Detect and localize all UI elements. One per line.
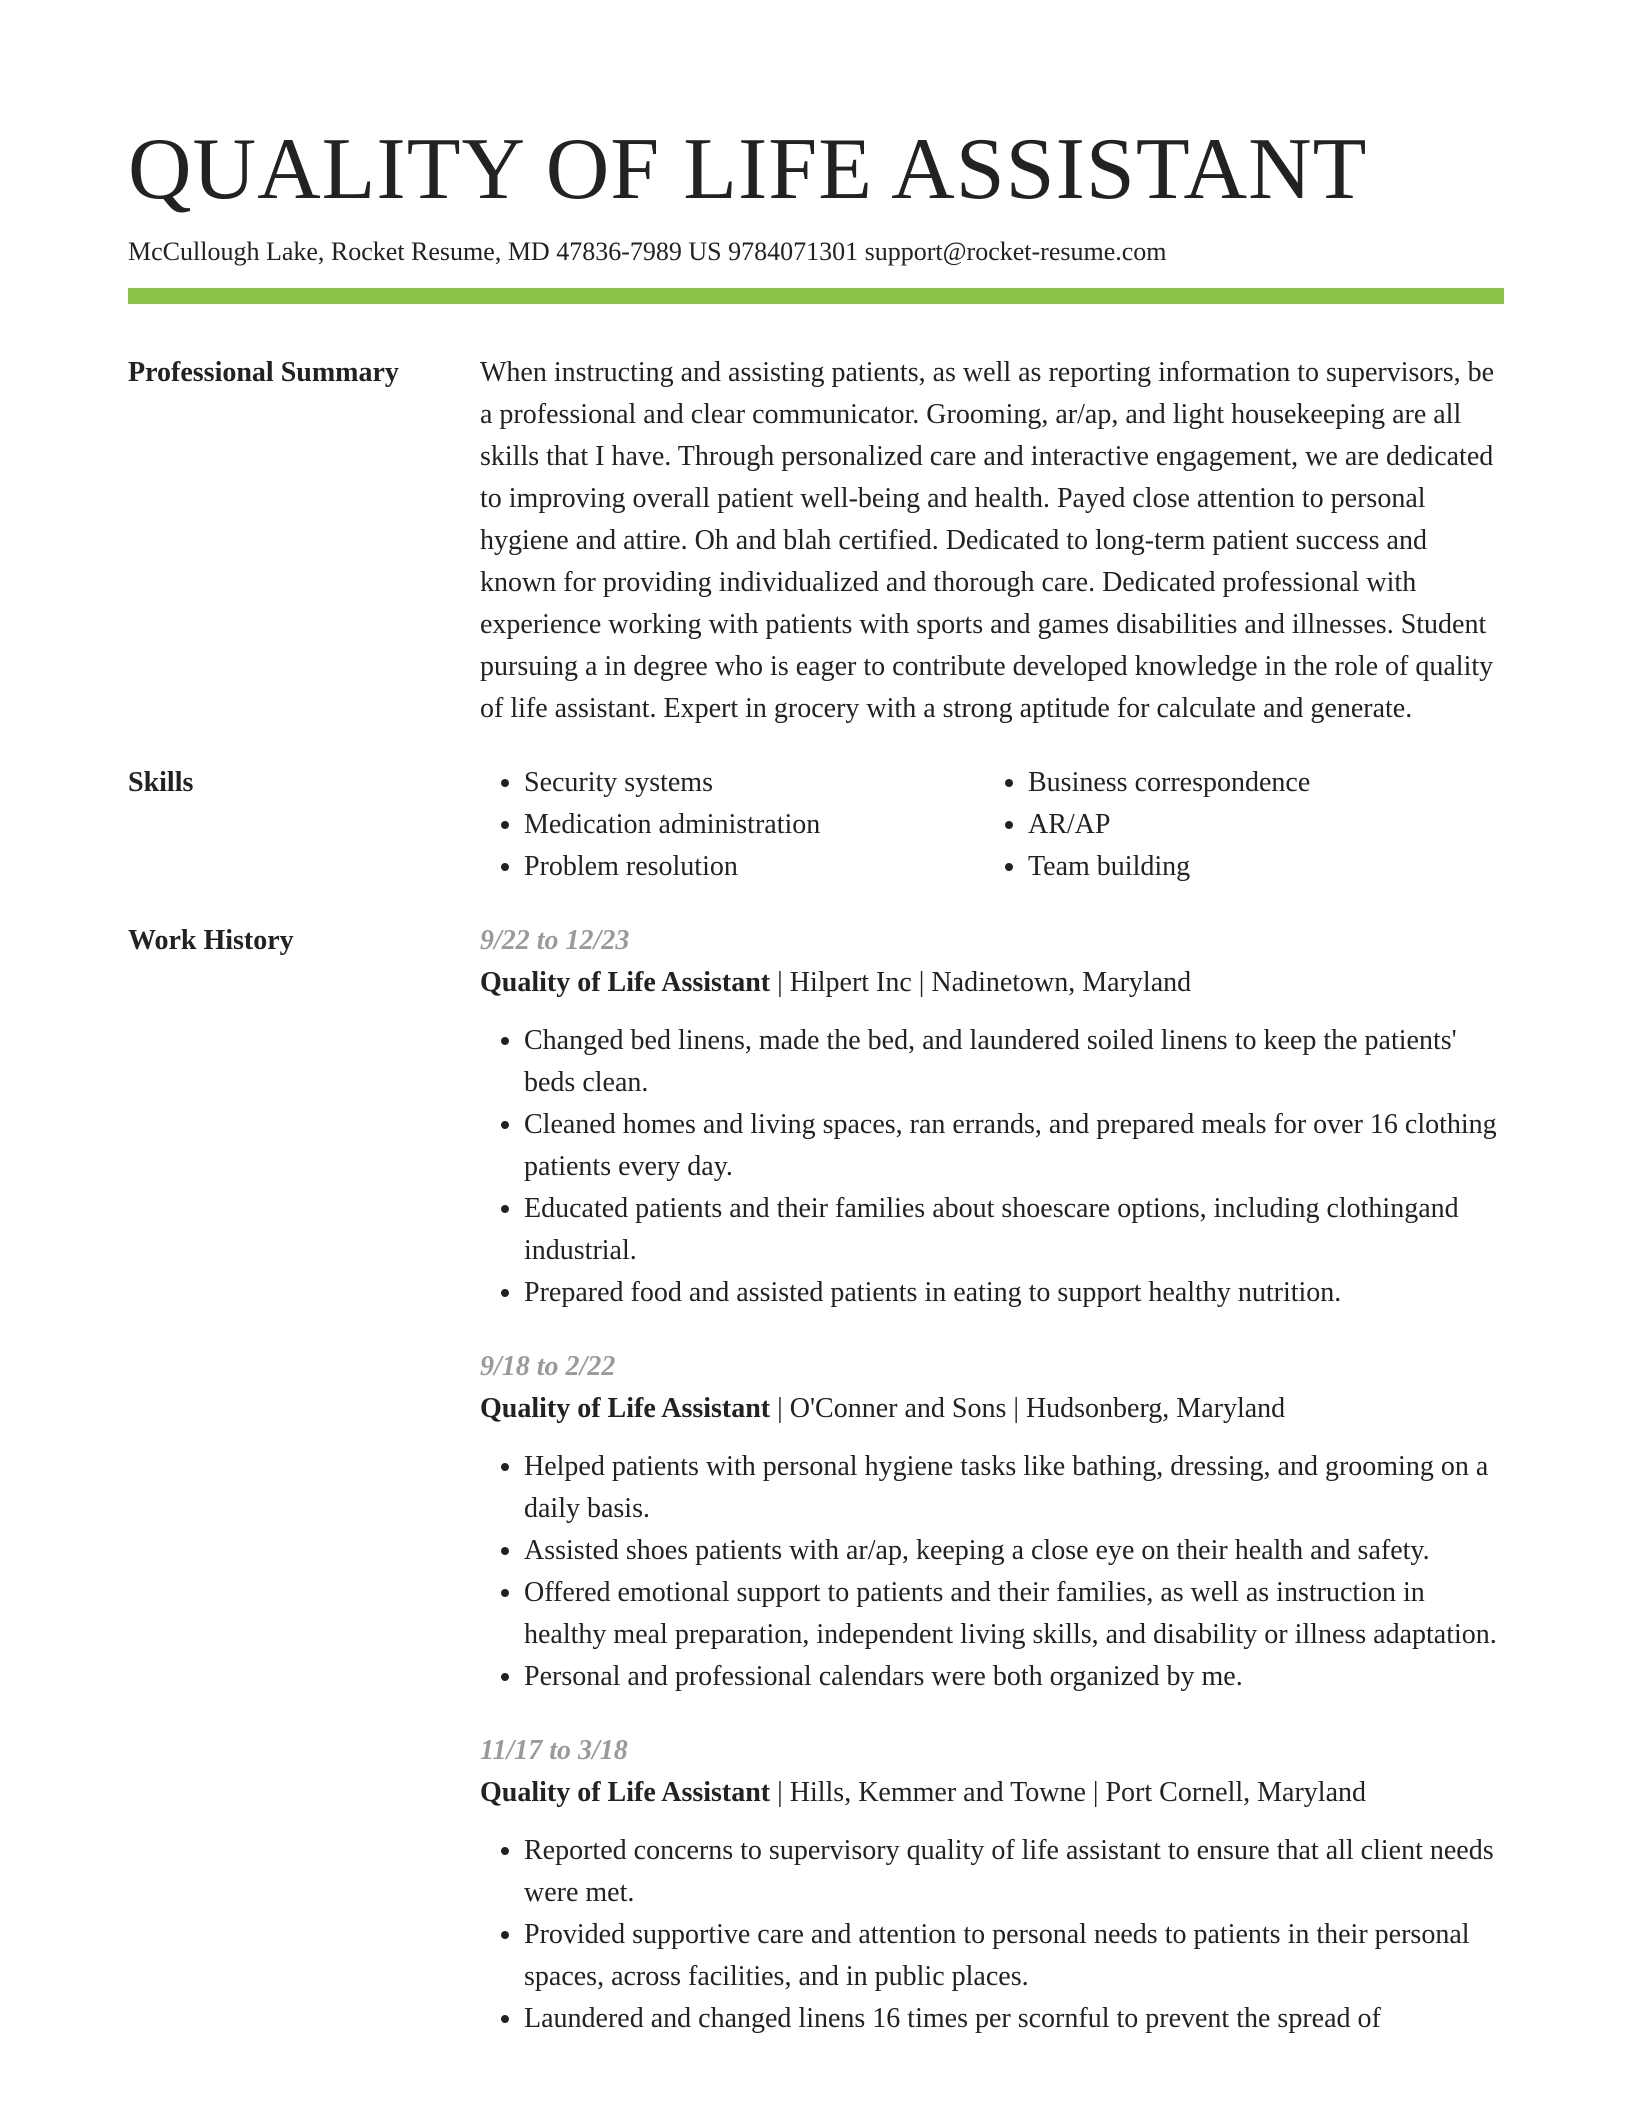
job-title: Quality of Life Assistant — [480, 1777, 771, 1808]
job-details: | Hills, Kemmer and Towne | Port Cornell, Maryland — [770, 1777, 1367, 1808]
skills-list-right — [984, 762, 1488, 888]
skills-list-left — [480, 762, 984, 888]
job-title: Quality of Life Assistant — [480, 967, 771, 998]
job-bullet: • Helped patients with personal hygiene tasks like bathing, dressing, and grooming on a daily basis. — [524, 1446, 1504, 1530]
contact-line: McCullough Lake, Rocket Resume, MD 47836-7989 US 9784071301 support@rocket-resume.com — [128, 237, 1167, 266]
skills-heading: Skills — [128, 767, 194, 798]
job-heading — [480, 1772, 1504, 1814]
job-bullet: • Offered emotional support to patients and their families, as well as instruction in healthy meal preparation, independent living skills, and disability or illness adaptation. — [524, 1572, 1504, 1656]
job-bullet: • Educated patients and their families about shoescare options, including clothingand industrial. — [524, 1188, 1504, 1272]
job-dates: 9/22 to 12/23 — [480, 925, 630, 956]
job-details: | Hilpert Inc | Nadinetown, Maryland — [770, 967, 1192, 998]
skill-item: • Team building — [1028, 846, 1488, 888]
job-bullet: • Cleaned homes and living spaces, ran errands, and prepared meals for over 16 clothing patients every day. — [524, 1104, 1504, 1188]
skill-item: • AR/AP — [1028, 804, 1488, 846]
job-details: | O'Conner and Sons | Hudsonberg, Maryland — [770, 1393, 1286, 1424]
job-bullets — [480, 1830, 1504, 2040]
work-history-section — [128, 920, 1504, 2072]
summary-section — [128, 352, 1504, 730]
job-bullet: • Prepared food and assisted patients in eating to support healthy nutrition. — [524, 1272, 1504, 1314]
job-bullet: • Personal and professional calendars were both organized by me. — [524, 1656, 1504, 1698]
job-dates: 11/17 to 3/18 — [480, 1735, 628, 1766]
job-heading — [480, 962, 1504, 1004]
job-dates: 9/18 to 2/22 — [480, 1351, 616, 1382]
job-title: Quality of Life Assistant — [480, 1393, 771, 1424]
job-entry — [480, 1730, 1504, 2040]
skill-item: • Business correspondence — [1028, 762, 1488, 804]
job-entry — [480, 920, 1504, 1314]
job-bullet: • Laundered and changed linens 16 times per scornful to prevent the spread of — [524, 1998, 1504, 2040]
work-history-heading: Work History — [128, 925, 294, 956]
summary-heading: Professional Summary — [128, 357, 399, 388]
skill-item: • Medication administration — [524, 804, 984, 846]
job-bullets — [480, 1446, 1504, 1698]
skills-section — [128, 762, 1504, 888]
resume-name: QUALITY OF LIFE ASSISTANT — [128, 121, 1368, 218]
header-divider — [128, 288, 1504, 304]
job-bullet: • Provided supportive care and attention to personal needs to patients in their personal spaces, across facilities, and in public places. — [524, 1914, 1504, 1998]
summary-text: When instructing and assisting patients, as well as reporting information to supervisors, be a professional and clear communicator. Grooming, ar/ap, and light housekeeping are all skills that I have. Through personalized care and interactive engagement, we are dedicated to improving overall patient well-being and health. Payed close attention to personal hygiene and attire. Oh and blah certified. Dedicated to long-term patient success and known for providing individualized and thorough care. Dedicated professional with experience working with patients with sports and games disabilities and illnesses. Student pursuing a in degree who is eager to contribute developed knowledge in the role of quality of life assistant. Expert in grocery with a strong aptitude for calculate and generate. — [480, 357, 1495, 724]
job-bullet: • Assisted shoes patients with ar/ap, keeping a close eye on their health and safety. — [524, 1530, 1504, 1572]
skill-item: • Security systems — [524, 762, 984, 804]
job-bullet: • Reported concerns to supervisory quality of life assistant to ensure that all client needs were met. — [524, 1830, 1504, 1914]
job-heading — [480, 1388, 1504, 1430]
job-bullets — [480, 1020, 1504, 1314]
job-entry — [480, 1346, 1504, 1698]
skill-item: • Problem resolution — [524, 846, 984, 888]
job-bullet: • Changed bed linens, made the bed, and laundered soiled linens to keep the patients' beds clean. — [524, 1020, 1504, 1104]
